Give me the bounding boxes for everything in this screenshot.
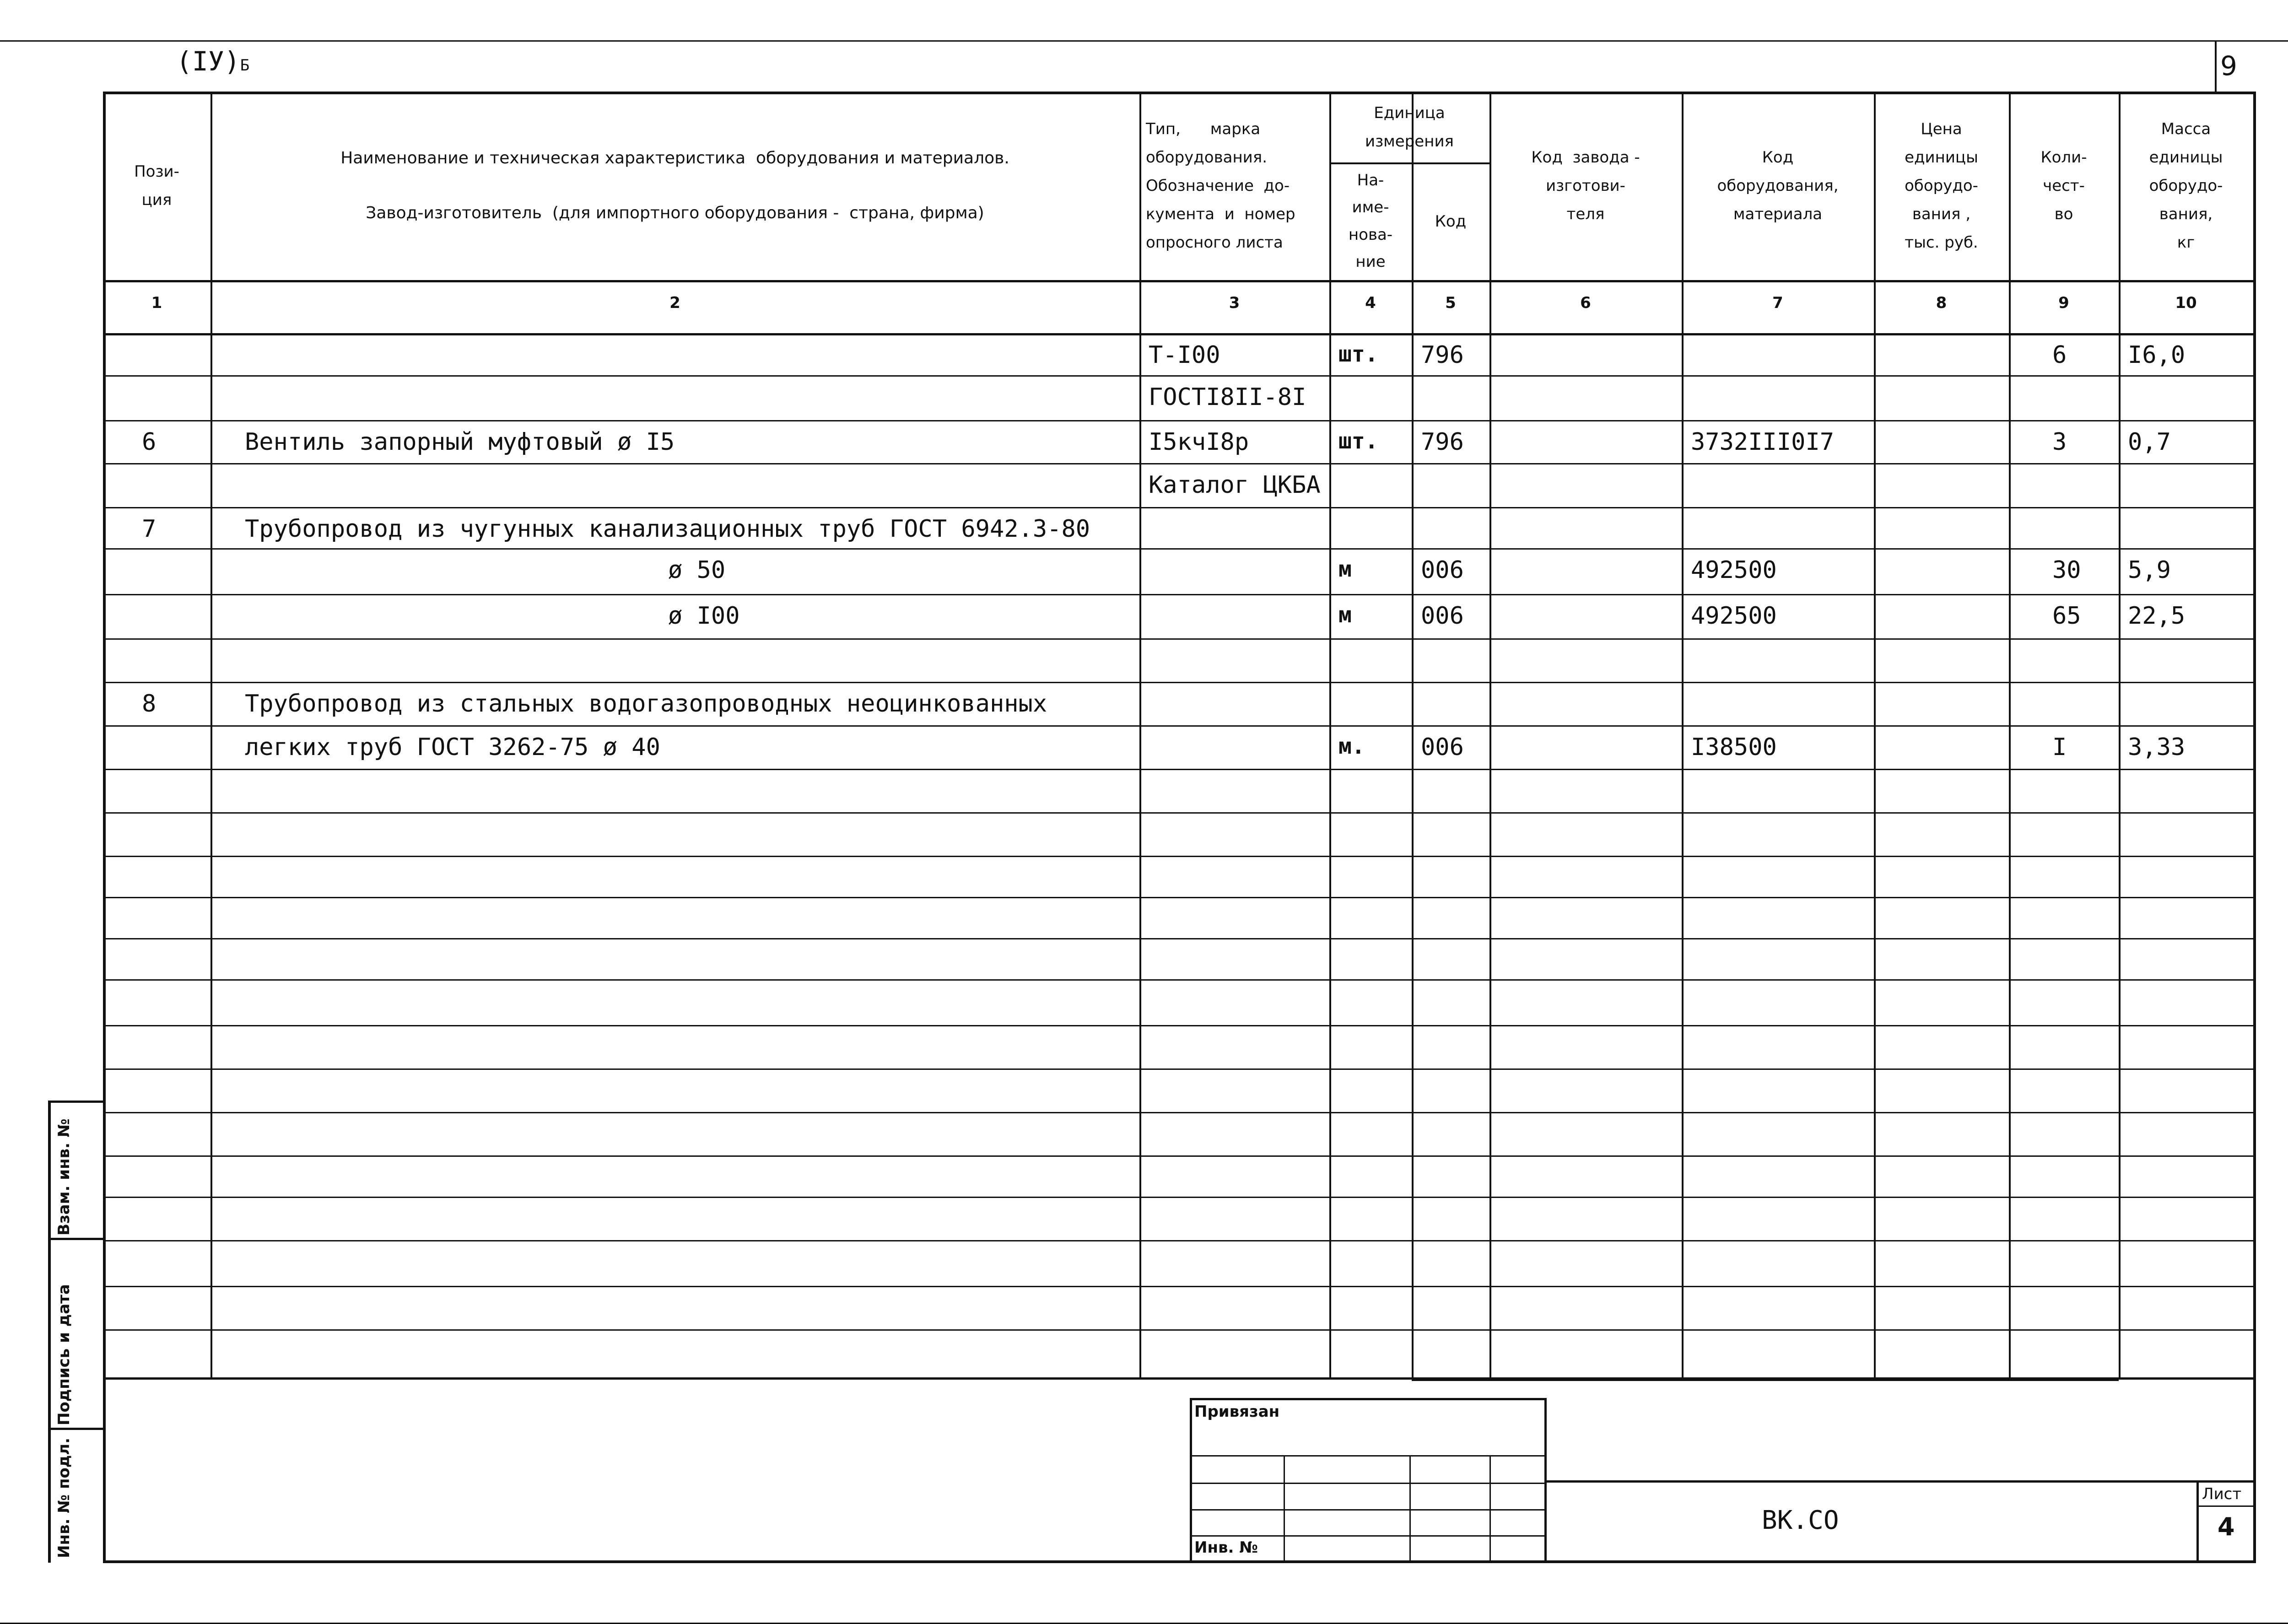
cell-mass: 3,33 <box>2128 734 2185 761</box>
cell-mass: 5,9 <box>2128 556 2171 584</box>
column-header-5: Код <box>1435 212 1467 231</box>
row-divider <box>103 1286 2256 1287</box>
column-header-8: Цена единицы оборудо- вания , тыс. руб. <box>1905 120 1978 252</box>
column-divider <box>1489 92 1491 1377</box>
row-divider <box>103 979 2256 981</box>
row-divider <box>103 1025 2256 1026</box>
frame-left <box>103 92 106 1563</box>
column-header-7: Код оборудования, материала <box>1717 148 1839 223</box>
cell-equip-code: I38500 <box>1691 734 1777 761</box>
cell-pos: 6 <box>142 428 156 456</box>
row-divider <box>103 897 2256 898</box>
cell-unit-code: 006 <box>1421 734 1464 761</box>
document-code: ВК.СО <box>1762 1505 1839 1535</box>
column-header-3: Тип, марка оборудования. Обозначение до- кумента и номер опросного листа <box>1146 120 1295 252</box>
cell-unit: м <box>1338 556 1352 582</box>
frame-bottom <box>103 1560 2256 1563</box>
row-divider <box>103 420 2256 421</box>
column-group-unit: Единица измерения <box>1365 103 1454 151</box>
cell-pos: 8 <box>142 690 156 718</box>
sheet-number: 4 <box>2218 1512 2235 1541</box>
top-border <box>0 40 2288 42</box>
cell-type: ГОСТI8II-8I <box>1149 383 1306 411</box>
column-header-10: Масса единицы оборудо- вания, кг <box>2149 120 2223 252</box>
column-divider <box>1874 92 1876 1377</box>
column-divider <box>2009 92 2011 1377</box>
cell-name: Вентиль запорный муфтовый ø I5 <box>245 428 675 456</box>
row-divider <box>103 682 2256 683</box>
column-divider <box>1682 92 1684 1377</box>
column-number-7: 7 <box>1772 294 1783 312</box>
column-header-6: Код завода - изготови- теля <box>1531 148 1640 223</box>
side-label-signature-date: Подпись и дата <box>55 1284 73 1425</box>
cell-name: ø 50 <box>668 556 726 584</box>
page-number-box <box>2215 40 2217 92</box>
cell-unit-code: 006 <box>1421 556 1464 584</box>
cell-type: I5кчI8р <box>1149 428 1249 456</box>
cell-unit-code: 796 <box>1421 341 1464 369</box>
cell-unit: шт. <box>1338 341 1378 367</box>
cell-qty: 30 <box>2052 556 2081 584</box>
column-number-5: 5 <box>1445 294 1456 312</box>
side-label-original-inv: Инв. № подл. <box>55 1437 73 1558</box>
cell-unit: шт. <box>1338 428 1378 454</box>
bold-border <box>1412 1377 2119 1381</box>
row-divider <box>103 594 2256 595</box>
cell-equip-code: 492500 <box>1691 602 1777 630</box>
column-header-9: Коли- чест- во <box>2040 148 2087 223</box>
column-number-6: 6 <box>1580 294 1591 312</box>
row-divider <box>103 1068 2256 1070</box>
column-divider <box>2119 92 2121 1377</box>
column-number-2: 2 <box>669 294 680 312</box>
cell-qty: 6 <box>2052 341 2067 369</box>
cell-name: легких труб ГОСТ 3262-75 ø 40 <box>245 734 660 761</box>
stamp-tied-label: Привязан <box>1194 1403 1280 1421</box>
row-divider <box>103 463 2256 464</box>
cell-mass: 22,5 <box>2128 602 2185 630</box>
row-divider <box>103 507 2256 508</box>
cell-type: Т-I00 <box>1149 341 1220 369</box>
column-header-1: Пози- ция <box>134 162 179 209</box>
row-divider <box>103 1155 2256 1157</box>
stamp-inv-label: Инв. № <box>1194 1538 1258 1557</box>
page-number: 9 <box>2220 50 2237 81</box>
doc-header-code: (IУ)Б <box>176 46 250 77</box>
row-divider <box>103 1240 2256 1241</box>
cell-unit-code: 006 <box>1421 602 1464 630</box>
column-number-1: 1 <box>151 294 162 312</box>
cell-qty: 65 <box>2052 602 2081 630</box>
cell-mass: 0,7 <box>2128 428 2171 456</box>
cell-qty: 3 <box>2052 428 2067 456</box>
header-bottom-line <box>103 280 2256 282</box>
row-divider <box>103 1329 2256 1331</box>
row-divider <box>103 1112 2256 1113</box>
column-number-3: 3 <box>1229 294 1240 312</box>
row-divider <box>103 548 2256 550</box>
frame-right <box>2253 92 2256 1563</box>
row-divider <box>103 938 2256 939</box>
row-divider <box>103 638 2256 640</box>
column-divider <box>1329 92 1331 1377</box>
row-divider <box>103 812 2256 814</box>
cell-mass: I6,0 <box>2128 341 2185 369</box>
row-divider <box>103 725 2256 727</box>
cell-name: ø I00 <box>668 602 740 630</box>
row-divider <box>103 769 2256 770</box>
column-header-2: Наименование и техническая характеристика оборудования и материалов. Завод-изготовитель (для импортного оборудования - страна, фирма) <box>340 149 1009 222</box>
cell-unit-code: 796 <box>1421 428 1464 456</box>
cell-unit: м. <box>1338 734 1365 759</box>
cell-equip-code: 3732III0I7 <box>1691 428 1835 456</box>
column-number-9: 9 <box>2058 294 2069 312</box>
cell-pos: 7 <box>142 515 156 543</box>
row-divider <box>103 856 2256 857</box>
cell-qty: I <box>2052 734 2067 761</box>
cell-equip-code: 492500 <box>1691 556 1777 584</box>
cell-name: Трубопровод из чугунных канализационных труб ГОСТ 6942.3-80 <box>245 515 1090 543</box>
row-divider <box>103 1197 2256 1198</box>
column-divider <box>1412 165 1414 1377</box>
column-number-8: 8 <box>1936 294 1947 312</box>
column-number-4: 4 <box>1365 294 1376 312</box>
cell-type: Каталог ЦКБА <box>1149 471 1321 499</box>
column-header-4: На- име- нова- ние <box>1348 171 1393 271</box>
column-divider <box>1139 92 1141 1377</box>
column-divider <box>210 92 212 1377</box>
number-row-bottom-line <box>103 333 2256 335</box>
cell-unit: м <box>1338 602 1352 628</box>
cell-name: Трубопровод из стальных водогазопроводных неоцинкованных <box>245 690 1047 718</box>
column-number-10: 10 <box>2175 294 2197 312</box>
side-label-replaced-inv: Взам. инв. № <box>55 1118 73 1236</box>
sheet-label: Лист <box>2202 1485 2242 1503</box>
row-divider <box>103 375 2256 377</box>
